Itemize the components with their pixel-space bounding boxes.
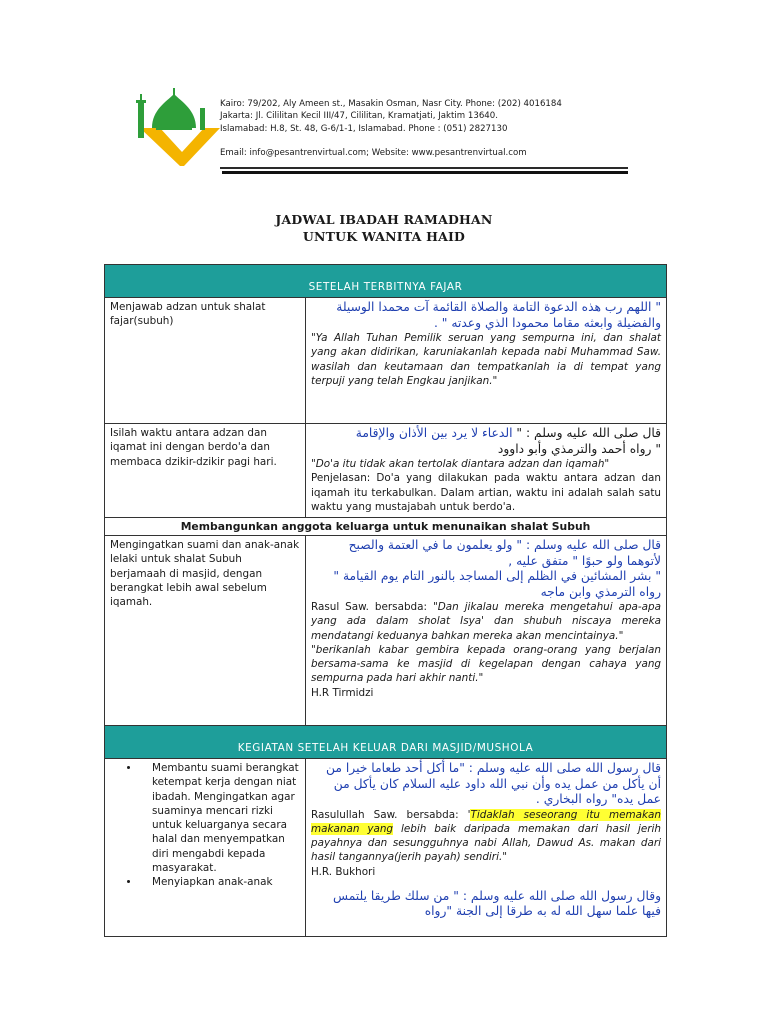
reference-cell [306,424,667,518]
translation-text: "Do'a itu tidak akan tertolak diantara adzan dan iqamah" [311,458,610,470]
activity-cell [105,759,306,937]
section-header-fajar: SETELAH TERBITNYA FAJAR [105,265,667,298]
arabic-text: قال صلى الله عليه وسلم : " ولو يعلمون ما في العتمة والصبح لأتوهما ولو حبوًا " متفق عليه , [348,538,662,568]
list-item: • Membantu suami berangkat ketempat kerja dengan niat ibadah. Mengingatkan agar suaminya mencari rizki untuk keluarganya secara halal dan menyempatkan diri mengabdi kepada masyarakat. [140,761,300,875]
hadith-source: H.R. Bukhori [311,865,376,878]
arabic-reference: " رواه أحمد والترمذي وأبو داوود [497,441,662,456]
letterhead-divider-thin [220,167,628,169]
section-header-row [105,265,667,298]
translation-text: "Ya Allah Tuhan Pemilik seruan yang sempurna ini, dan shalat yang akan didirikan, karuniakanlah kepada nabi Muhammad Saw. wasilah dan keutamaan dan tempatkanlah ia di tempat yang terpuji yang telah Engkau janjikan." [311,332,662,387]
letterhead-divider-thick [222,171,628,174]
section-header-row [105,726,667,759]
pesantren-logo-icon [126,88,222,168]
subheader-row [105,518,667,536]
translation-text: Rasulullah Saw. bersabda: 'Tidaklah seseorang itu memakan makanan yang lebih baik daripada memakan dari hasil jerih payahnya dan sesungguhnya nabi Allah, Dawud As. makan dari hasil tangannya(jerih payah) sendiri." [311,808,662,864]
reference-cell [306,298,667,424]
arabic-text: وقال رسول الله صلى الله عليه وسلم : " من سلك طريقا يلتمس فيها علما سهل الله له به طرقا إلى الجنة "رواه [333,888,662,919]
translation-text: "berikanlah kabar gembira kepada orang-orang yang berjalan bersama-sama ke masjid di kegelapan dengan cahaya yang sempurna pada hari akhir nanti." [311,643,662,685]
table-row [105,536,667,726]
arabic-text: قال صلى الله عليه وسلم : " الدعاء لا يرد بين الأذان والإقامة [355,426,662,440]
section-header-masjid: KEGIATAN SETELAH KELUAR DARI MASJID/MUSHOLA [105,726,667,759]
table-row [105,759,667,937]
arabic-text: قال رسول الله صلى الله عليه وسلم : "ما أكل أحد طعاما خيرا من أن يأكل من عمل يده وأن نبي الله داود عليه السلام كان يأكل من عمل يده" رواه البخاري . [326,761,662,806]
arabic-text: " بشر المشائين في الظلم إلى المساجد بالنور التام يوم القيامة " رواه الترمذي وابن ماجه [333,569,662,599]
activity-cell: Mengingatkan suami dan anak-anak lelaki untuk shalat Subuh berjamaah di masjid, dengan berangkat lebih awal sebelum iqamah. [105,536,306,726]
document-subtitle: UNTUK WANITA HAID [302,229,466,244]
document-title: JADWAL IBADAH RAMADHAN [275,212,493,227]
address-cairo: Kairo: 79/202, Aly Ameen st., Masakin Osman, Nasr City. Phone: (202) 4016184 [220,99,562,109]
activity-cell: Isilah waktu antara adzan dan iqamat ini dengan berdo'a dan membaca dzikir-dzikir pagi hari. [105,424,306,518]
address-block [220,98,562,159]
translation-text: Rasul Saw. bersabda: "Dan jikalau mereka mengetahui apa-apa yang ada dalam sholat Isya' dan shubuh niscaya mereka mendatangi keduanya bahkan mereka akan mencintainya." [311,601,662,642]
letterhead [0,0,768,190]
schedule-table [104,264,667,937]
reference-cell [306,536,667,726]
activity-list [110,761,300,890]
contact-line: Email: info@pesantrenvirtual.com; Website: www.pesantrenvirtual.com [220,147,527,158]
activity-cell: Menjawab adzan untuk shalat fajar(subuh) [105,298,306,424]
reference-cell [306,759,667,937]
table-row [105,424,667,518]
hadith-source: H.R Tirmidzi [311,686,374,699]
address-islamabad: Islamabad: H.8, St. 48, G-6/1-1, Islamabad. Phone : (051) 2827130 [220,123,508,134]
table-row [105,298,667,424]
highlighted-text: Tidaklah seseorang itu memakan makanan yang [311,808,662,835]
section-subheader-subuh: Membangunkan anggota keluarga untuk menunaikan shalat Subuh [105,518,667,536]
list-item: • Menyiapkan anak-anak [140,875,300,889]
address-jakarta: Jakarta: Jl. Cililitan Kecil III/47, Cililitan, Kramatjati, Jaktim 13640. [220,111,498,122]
arabic-text: " اللهم رب هذه الدعوة التامة والصلاة القائمة آت محمدا الوسيلة والفضيلة وابعثه مقاما محمودا الذي وعدته " . [336,300,662,330]
explanation-text: Penjelasan: Do'a yang dilakukan pada waktu antara adzan dan iqamah itu terkabulkan. Dalam artian, waktu ini adalah salah satu waktu yang mustajabah untuk berdo'a. [311,472,662,513]
